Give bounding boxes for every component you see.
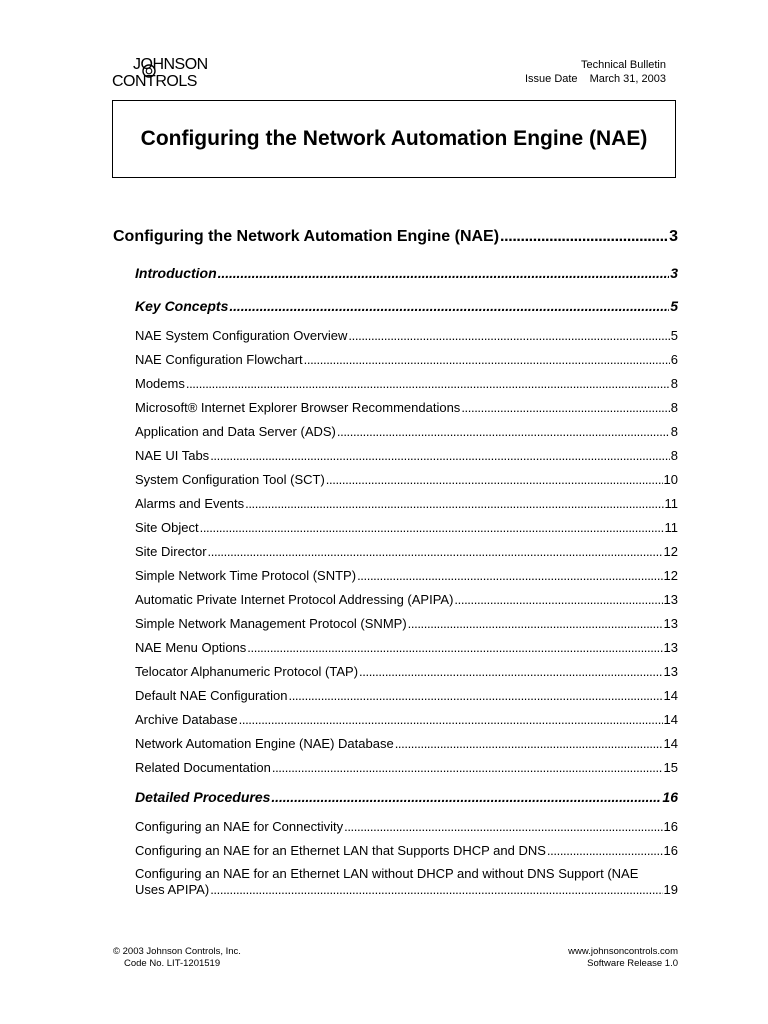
- toc-entry[interactable]: [135, 352, 678, 367]
- toc-leader: [395, 736, 663, 751]
- toc-leader: [348, 328, 669, 343]
- toc-entry[interactable]: [135, 760, 678, 775]
- toc-title: Telocator Alphanumeric Protocol (TAP): [135, 664, 359, 679]
- toc-title: Application and Data Server (ADS): [135, 424, 336, 439]
- toc-leader: [326, 472, 663, 487]
- toc-page: 16: [663, 843, 678, 858]
- toc-title: Simple Network Time Protocol (SNTP): [135, 568, 357, 583]
- toc-title: System Configuration Tool (SCT): [135, 472, 325, 487]
- toc-entry[interactable]: [135, 472, 678, 487]
- toc-page: 13: [663, 616, 678, 631]
- toc-title: Automatic Private Internet Protocol Addressing (APIPA): [135, 592, 454, 607]
- toc-entry-detailed-procedures[interactable]: [135, 789, 678, 805]
- toc-page: 13: [663, 664, 678, 679]
- toc-title: Alarms and Events: [135, 496, 245, 511]
- toc-title: Introduction: [135, 265, 217, 281]
- toc-entry[interactable]: [135, 819, 678, 834]
- toc-page: 6: [670, 352, 678, 367]
- toc-leader: [454, 592, 662, 607]
- footer-left: [113, 946, 241, 970]
- toc-entry[interactable]: [135, 592, 678, 607]
- toc-entry-introduction[interactable]: [135, 265, 678, 281]
- toc-title: Site Object: [135, 520, 199, 535]
- toc-leader: [245, 496, 663, 511]
- toc-leader: [247, 640, 662, 655]
- toc-entry[interactable]: [135, 640, 678, 655]
- toc-page: 8: [670, 400, 678, 415]
- toc-entry[interactable]: [135, 736, 678, 751]
- toc-page: 10: [663, 472, 678, 487]
- toc-entry[interactable]: [135, 328, 678, 343]
- website-link[interactable]: www.johnsoncontrols.com: [568, 946, 678, 957]
- toc-page: 3: [669, 228, 678, 245]
- toc-title: NAE UI Tabs: [135, 448, 210, 463]
- toc-leader: [239, 712, 663, 727]
- toc-page: 16: [662, 789, 678, 805]
- toc-leader: [547, 843, 663, 858]
- toc-entry-continuation: [135, 882, 678, 898]
- toc-entry[interactable]: [135, 664, 678, 679]
- toc-page: 3: [670, 265, 678, 281]
- toc-page: 14: [663, 736, 678, 751]
- toc-page: 14: [663, 688, 678, 703]
- toc-title: Modems: [135, 376, 185, 391]
- document-title: Configuring the Network Automation Engine (NAE): [140, 127, 648, 150]
- toc-title: Configuring an NAE for an Ethernet LAN that Supports DHCP and DNS: [135, 843, 546, 858]
- toc-title: Network Automation Engine (NAE) Database: [135, 736, 394, 751]
- toc-leader: [210, 882, 662, 898]
- toc-entry[interactable]: [135, 688, 678, 703]
- toc-page: 15: [663, 760, 678, 775]
- toc-entry[interactable]: [135, 496, 678, 511]
- toc-title: NAE System Configuration Overview: [135, 328, 348, 343]
- bulletin-type: Technical Bulletin: [581, 59, 666, 71]
- toc-entry[interactable]: [135, 376, 678, 391]
- toc-title: Archive Database: [135, 712, 238, 727]
- toc-entry[interactable]: [135, 520, 678, 535]
- toc-leader: [337, 424, 670, 439]
- toc-title: Simple Network Management Protocol (SNMP): [135, 616, 407, 631]
- toc-leader: [218, 265, 670, 281]
- toc-leader: [208, 544, 663, 559]
- code-number: Code No. LIT-1201519: [124, 958, 221, 969]
- toc-title: Configuring an NAE for Connectivity: [135, 819, 344, 834]
- toc-title: Detailed Procedures: [135, 789, 271, 805]
- toc-entry-main[interactable]: [113, 228, 678, 246]
- toc-leader: [461, 400, 669, 415]
- toc-page: 14: [663, 712, 678, 727]
- toc-leader: [200, 520, 664, 535]
- software-release: Software Release 1.0: [587, 958, 678, 969]
- toc-leader: [500, 228, 668, 246]
- toc-entry[interactable]: [135, 568, 678, 583]
- toc-page: 16: [663, 819, 678, 834]
- footer-right: [568, 946, 678, 970]
- toc-leader: [359, 664, 663, 679]
- toc-entry-key-concepts[interactable]: [135, 298, 678, 314]
- toc-leader: [304, 352, 670, 367]
- toc-page: 13: [663, 640, 678, 655]
- toc-title: Microsoft® Internet Explorer Browser Recommendations: [135, 400, 461, 415]
- toc-page: 19: [663, 882, 678, 897]
- toc-leader: [271, 789, 661, 805]
- toc-entry[interactable]: [135, 843, 678, 858]
- toc-entry-wrapped[interactable]: [135, 866, 678, 898]
- toc-leader: [344, 819, 662, 834]
- toc-entry[interactable]: [135, 712, 678, 727]
- toc-page: 11: [664, 520, 678, 535]
- toc-entry[interactable]: [135, 616, 678, 631]
- toc-leader: [408, 616, 663, 631]
- toc-leader: [272, 760, 663, 775]
- toc-page: 5: [670, 328, 678, 343]
- copyright: © 2003 Johnson Controls, Inc.: [113, 946, 241, 957]
- toc-entry[interactable]: [135, 448, 678, 463]
- toc-page: 13: [663, 592, 678, 607]
- toc-page: 12: [663, 544, 678, 559]
- logo-line2: CONTROLS: [112, 73, 197, 90]
- toc-leader: [357, 568, 662, 583]
- toc-entry[interactable]: [135, 424, 678, 439]
- toc-page: 5: [670, 298, 678, 314]
- toc-page: 8: [670, 424, 678, 439]
- toc-leader: [288, 688, 662, 703]
- logo-line1: JOHNSON: [133, 56, 208, 73]
- toc-title: Default NAE Configuration: [135, 688, 288, 703]
- toc-page: 8: [670, 448, 678, 463]
- toc-title: Related Documentation: [135, 760, 271, 775]
- toc-entry[interactable]: [135, 400, 678, 415]
- toc-title-line2: Uses APIPA): [135, 882, 210, 897]
- toc-page: 12: [663, 568, 678, 583]
- issue-date-value: March 31, 2003: [589, 73, 666, 85]
- toc-title: NAE Configuration Flowchart: [135, 352, 303, 367]
- toc-page: 11: [664, 496, 678, 511]
- toc-entry[interactable]: [135, 544, 678, 559]
- toc-leader: [229, 298, 669, 314]
- toc-page: 8: [670, 376, 678, 391]
- toc-title: Configuring the Network Automation Engine (NAE): [113, 228, 500, 245]
- toc-title: Key Concepts: [135, 298, 229, 314]
- issue-date-label: Issue Date: [524, 73, 578, 85]
- toc-title: NAE Menu Options: [135, 640, 247, 655]
- toc-leader: [186, 376, 670, 391]
- toc-title: Site Director: [135, 544, 207, 559]
- toc-title-line1: Configuring an NAE for an Ethernet LAN without DHCP and without DNS Support (NAE: [135, 866, 639, 881]
- toc-leader: [210, 448, 670, 463]
